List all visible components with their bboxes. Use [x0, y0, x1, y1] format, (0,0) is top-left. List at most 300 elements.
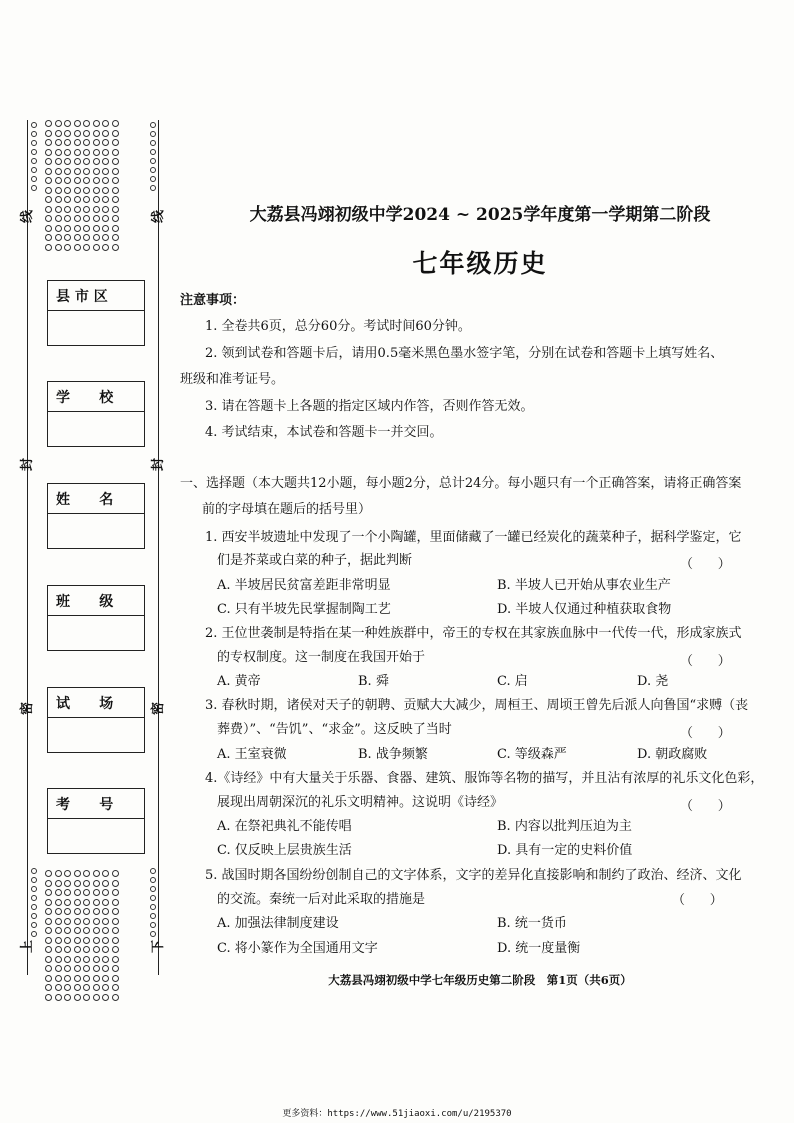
perforation-dot [31, 922, 37, 928]
perforation-dot [45, 206, 52, 213]
question-3-line-1: 3. 春秋时期，诸侯对天子的朝聘、贡赋大大减少，周桓王、周顷王曾先后派人向鲁国“求赙（丧 [205, 698, 749, 713]
answer-blank-3[interactable]: （ ） [680, 726, 731, 741]
perforation-dot [74, 168, 81, 175]
perforation-dot [83, 889, 90, 896]
perforation-dot [64, 956, 71, 963]
perforation-dot [74, 158, 81, 165]
perforation-dot [74, 899, 81, 906]
field-label-name: 姓 名 [48, 484, 144, 514]
perforation-dot [112, 984, 119, 991]
perforation-dot [74, 187, 81, 194]
perforation-dot [93, 139, 100, 146]
perforation-dot [74, 149, 81, 156]
dot-stack-right-bottom [150, 868, 156, 937]
question-2-line-1: 2. 王位世袭制是特指在某一种姓族群中，帝王的专权在其家族血脉中一代传一代，形成家族式 [205, 626, 742, 641]
perforation-dot [102, 937, 109, 944]
perforation-dot [55, 168, 62, 175]
perforation-dot [31, 913, 37, 919]
perforation-dot [83, 984, 90, 991]
perforation-dot [83, 994, 90, 1001]
field-label-number: 考 号 [48, 789, 144, 819]
perforation-dot [45, 168, 52, 175]
perforation-dot [55, 234, 62, 241]
dot-stack-left-bottom [31, 868, 37, 937]
perforation-dot [112, 120, 119, 127]
perforation-dot [55, 946, 62, 953]
perforation-dot [93, 975, 100, 982]
perforation-dot [83, 168, 90, 175]
perforation-dot [83, 956, 90, 963]
perforation-dot [102, 196, 109, 203]
perforation-dot [112, 244, 119, 251]
perforation-dot [45, 130, 52, 137]
perforation-dot [74, 965, 81, 972]
perforation-dot [45, 234, 52, 241]
answer-blank-4[interactable]: （ ） [680, 799, 731, 814]
field-label-class: 班 级 [48, 586, 144, 616]
note-item: 3. 请在答题卡上各题的指定区域内作答，否则作答无效。 [205, 399, 534, 414]
perforation-dot [64, 984, 71, 991]
perforation-dot [31, 176, 37, 182]
perforation-dot [83, 244, 90, 251]
perforation-dot [64, 196, 71, 203]
dot-stack-right-top [150, 122, 156, 191]
perforation-dot [102, 244, 109, 251]
q1-option-b: B. 半坡人已开始从事农业生产 [497, 578, 671, 593]
perforation-dot [64, 880, 71, 887]
perforation-dot [64, 177, 71, 184]
field-box-county[interactable] [47, 280, 145, 346]
perforation-dot [102, 908, 109, 915]
answer-blank-2[interactable]: （ ） [680, 654, 731, 669]
perforation-dot [64, 168, 71, 175]
perforation-dot [93, 984, 100, 991]
perforation-dot [31, 931, 37, 937]
perforation-dot [74, 937, 81, 944]
side-char-right-2: 封 [151, 457, 167, 472]
note-item: 2. 领到试卷和答题卡后，请用0.5毫米黑色墨水签字笔，分别在试卷和答题卡上填写姓名、 [205, 346, 724, 361]
side-char-left-4: 上 [20, 939, 36, 954]
q4-option-d: D. 具有一定的史料价值 [497, 843, 633, 858]
q3-option-c: C. 等级森严 [497, 747, 567, 762]
perforation-dot [64, 244, 71, 251]
perforation-dot [102, 168, 109, 175]
perforation-dot [31, 886, 37, 892]
perforation-dot [150, 122, 156, 128]
perforation-dot [74, 139, 81, 146]
perforation-dot [150, 877, 156, 883]
perforation-dot [64, 899, 71, 906]
subject-title: 七年级历史 [412, 249, 548, 278]
perforation-dot [93, 908, 100, 915]
perforation-dot [112, 149, 119, 156]
q5-option-a: A. 加强法律制度建设 [217, 916, 339, 931]
perforation-dot [45, 908, 52, 915]
note-item: 班级和准考证号。 [180, 372, 285, 387]
perforation-dot [112, 908, 119, 915]
perforation-dot [150, 868, 156, 874]
perforation-dot [112, 965, 119, 972]
perforation-dot [83, 937, 90, 944]
section-heading-cont: 前的字母填在题后的括号里） [202, 502, 372, 517]
perforation-dot [55, 899, 62, 906]
perforation-dot [74, 234, 81, 241]
perforation-dot [112, 918, 119, 925]
perforation-dot [74, 975, 81, 982]
answer-blank-5[interactable]: （ ） [672, 893, 723, 908]
perforation-dot [83, 975, 90, 982]
question-4-line-1: 4.《诗经》中有大量关于乐器、食器、建筑、服饰等名物的描写，并且沾有浓厚的礼乐文化色彩， [205, 771, 764, 786]
perforation-dot [55, 225, 62, 232]
perforation-dot [45, 187, 52, 194]
perforation-dot [74, 215, 81, 222]
perforation-dot [102, 177, 109, 184]
perforation-dot [64, 120, 71, 127]
perforation-dot [83, 908, 90, 915]
perforation-dot [83, 120, 90, 127]
perforation-dot [64, 149, 71, 156]
perforation-dot [45, 937, 52, 944]
perforation-grid-top [45, 120, 119, 251]
perforation-dot [150, 185, 156, 191]
question-5-line-2: 的交流。秦统一后对此采取的措施是 [217, 892, 426, 907]
perforation-dot [45, 965, 52, 972]
perforation-dot [83, 177, 90, 184]
perforation-dot [64, 234, 71, 241]
perforation-dot [102, 975, 109, 982]
perforation-dot [93, 149, 100, 156]
perforation-dot [150, 131, 156, 137]
q4-option-c: C. 仅反映上层贵族生活 [217, 843, 352, 858]
perforation-dot [83, 225, 90, 232]
perforation-dot [45, 215, 52, 222]
question-4-line-2: 展现出周朝深沉的礼乐文明精神。这说明《诗经》 [217, 795, 504, 810]
perforation-dot [45, 880, 52, 887]
perforation-dot [93, 965, 100, 972]
perforation-dot [93, 994, 100, 1001]
perforation-dot [55, 158, 62, 165]
perforation-dot [112, 994, 119, 1001]
perforation-dot [31, 122, 37, 128]
perforation-dot [93, 956, 100, 963]
perforation-dot [64, 158, 71, 165]
perforation-dot [83, 187, 90, 194]
perforation-dot [102, 149, 109, 156]
perforation-dot [64, 937, 71, 944]
perforation-dot [64, 130, 71, 137]
question-1-line-2: 们是芥菜或白菜的种子，据此判断 [217, 553, 413, 568]
perforation-dot [83, 927, 90, 934]
perforation-dot [31, 904, 37, 910]
q4-option-b: B. 内容以批判压迫为主 [497, 819, 632, 834]
perforation-dot [55, 870, 62, 877]
perforation-dot [45, 158, 52, 165]
perforation-dot [112, 234, 119, 241]
perforation-dot [150, 149, 156, 155]
field-box-name[interactable] [47, 483, 145, 549]
field-label-school: 学 校 [48, 382, 144, 412]
perforation-dot [31, 895, 37, 901]
perforation-dot [64, 870, 71, 877]
perforation-dot [112, 225, 119, 232]
perforation-dot [64, 139, 71, 146]
perforation-dot [45, 918, 52, 925]
perforation-dot [102, 880, 109, 887]
perforation-dot [93, 130, 100, 137]
perforation-dot [102, 984, 109, 991]
perforation-dot [74, 994, 81, 1001]
perforation-dot [64, 908, 71, 915]
perforation-dot [45, 984, 52, 991]
q2-option-c: C. 启 [497, 674, 528, 689]
perforation-dot [74, 946, 81, 953]
q5-option-c: C. 将小篆作为全国通用文字 [217, 941, 378, 956]
perforation-dot [150, 176, 156, 182]
perforation-dot [102, 120, 109, 127]
perforation-dot [93, 899, 100, 906]
perforation-dot [55, 880, 62, 887]
perforation-dot [45, 994, 52, 1001]
perforation-dot [102, 187, 109, 194]
side-char-left-3: 密 [20, 701, 36, 716]
perforation-dot [31, 868, 37, 874]
perforation-dot [64, 946, 71, 953]
perforation-dot [74, 120, 81, 127]
perforation-dot [83, 130, 90, 137]
q3-option-b: B. 战争频繁 [358, 747, 428, 762]
perforation-dot [74, 984, 81, 991]
perforation-dot [112, 215, 119, 222]
question-5-line-1: 5. 战国时期各国纷纷创制自己的文字体系，文字的差异化直接影响和制约了政治、经济、文化 [205, 868, 742, 883]
perforation-dot [93, 168, 100, 175]
q2-option-d: D. 尧 [637, 674, 669, 689]
perforation-dot [64, 215, 71, 222]
question-2-line-2: 的专权制度。这一制度在我国开始于 [217, 650, 426, 665]
perforation-dot [93, 196, 100, 203]
perforation-dot [55, 927, 62, 934]
dot-stack-left-top [31, 122, 37, 191]
perforation-dot [112, 956, 119, 963]
perforation-dot [45, 149, 52, 156]
perforation-dot [83, 899, 90, 906]
perforation-dot [45, 956, 52, 963]
perforation-dot [150, 922, 156, 928]
perforation-dot [83, 196, 90, 203]
perforation-dot [112, 187, 119, 194]
perforation-dot [74, 870, 81, 877]
perforation-dot [31, 131, 37, 137]
perforation-dot [55, 177, 62, 184]
perforation-dot [112, 937, 119, 944]
perforation-dot [150, 158, 156, 164]
perforation-dot [64, 225, 71, 232]
perforation-dot [102, 130, 109, 137]
perforation-dot [55, 196, 62, 203]
perforation-dot [93, 177, 100, 184]
perforation-dot [83, 870, 90, 877]
side-char-right-4: 下 [151, 939, 167, 954]
q2-option-a: A. 黄帝 [217, 674, 261, 689]
perforation-dot [64, 187, 71, 194]
perforation-dot [112, 870, 119, 877]
q4-option-a: A. 在祭祀典礼不能传唱 [217, 819, 352, 834]
field-box-number[interactable] [47, 788, 145, 854]
perforation-dot [74, 177, 81, 184]
perforation-dot [45, 899, 52, 906]
perforation-dot [83, 139, 90, 146]
perforation-dot [64, 927, 71, 934]
question-1-line-1: 1. 西安半坡遗址中发现了一个小陶罐，里面储藏了一罐已经炭化的蔬菜种子，据科学鉴定，它 [205, 530, 742, 545]
perforation-dot [55, 130, 62, 137]
perforation-dot [93, 880, 100, 887]
perforation-dot [83, 965, 90, 972]
perforation-dot [74, 206, 81, 213]
perforation-dot [83, 158, 90, 165]
perforation-dot [45, 927, 52, 934]
perforation-dot [83, 880, 90, 887]
perforation-dot [93, 187, 100, 194]
perforation-dot [150, 140, 156, 146]
perforation-dot [102, 899, 109, 906]
perforation-grid-bottom [45, 870, 119, 1001]
perforation-dot [45, 225, 52, 232]
perforation-dot [45, 177, 52, 184]
perforation-dot [74, 927, 81, 934]
perforation-dot [150, 913, 156, 919]
perforation-dot [112, 975, 119, 982]
perforation-dot [93, 937, 100, 944]
perforation-dot [55, 889, 62, 896]
q3-option-d: D. 朝政腐败 [637, 747, 708, 762]
perforation-dot [45, 139, 52, 146]
perforation-dot [74, 880, 81, 887]
perforation-dot [55, 975, 62, 982]
perforation-dot [83, 215, 90, 222]
q3-option-a: A. 王室衰微 [217, 747, 287, 762]
page-footer: 大荔县冯翊初级中学七年级历史第二阶段 第1页（共6页） [328, 973, 632, 987]
perforation-dot [93, 158, 100, 165]
perforation-dot [93, 918, 100, 925]
perforation-dot [102, 870, 109, 877]
perforation-dot [93, 234, 100, 241]
field-box-school[interactable] [47, 381, 145, 447]
perforation-dot [102, 927, 109, 934]
perforation-dot [112, 880, 119, 887]
q1-option-c: C. 只有半坡先民掌握制陶工艺 [217, 602, 391, 617]
section-heading: 一、选择题（本大题共12小题，每小题2分，总计24分。每小题只有一个正确答案，请将正确答案 [180, 476, 742, 491]
perforation-dot [55, 984, 62, 991]
perforation-dot [55, 187, 62, 194]
perforation-dot [45, 946, 52, 953]
perforation-dot [102, 139, 109, 146]
perforation-dot [150, 931, 156, 937]
perforation-dot [55, 994, 62, 1001]
perforation-dot [93, 927, 100, 934]
perforation-dot [112, 177, 119, 184]
perforation-dot [83, 918, 90, 925]
answer-blank-1[interactable]: （ ） [680, 557, 731, 572]
perforation-dot [45, 889, 52, 896]
side-char-left-2: 封 [20, 457, 36, 472]
perforation-dot [31, 140, 37, 146]
side-char-right-3: 密 [151, 701, 167, 716]
perforation-dot [102, 225, 109, 232]
perforation-dot [93, 244, 100, 251]
perforation-dot [112, 139, 119, 146]
perforation-dot [102, 918, 109, 925]
perforation-dot [55, 244, 62, 251]
perforation-dot [64, 994, 71, 1001]
perforation-dot [45, 120, 52, 127]
perforation-dot [112, 946, 119, 953]
perforation-dot [31, 158, 37, 164]
perforation-dot [64, 918, 71, 925]
perforation-dot [102, 206, 109, 213]
perforation-dot [64, 889, 71, 896]
perforation-dot [93, 946, 100, 953]
field-box-class[interactable] [47, 585, 145, 651]
perforation-dot [31, 149, 37, 155]
perforation-dot [93, 215, 100, 222]
perforation-dot [102, 889, 109, 896]
note-item: 4. 考试结束，本试卷和答题卡一并交回。 [205, 425, 443, 440]
q5-option-d: D. 统一度量衡 [497, 941, 581, 956]
perforation-dot [74, 918, 81, 925]
perforation-dot [102, 234, 109, 241]
perforation-dot [55, 139, 62, 146]
perforation-dot [102, 946, 109, 953]
perforation-dot [102, 956, 109, 963]
perforation-dot [55, 965, 62, 972]
perforation-dot [74, 130, 81, 137]
perforation-dot [93, 889, 100, 896]
source-link[interactable]: 更多资料：https://www.51jiaoxi.com/u/2195370 [282, 1109, 512, 1119]
perforation-dot [102, 994, 109, 1001]
perforation-dot [45, 975, 52, 982]
perforation-dot [93, 120, 100, 127]
perforation-dot [102, 965, 109, 972]
perforation-dot [74, 908, 81, 915]
perforation-dot [150, 167, 156, 173]
perforation-dot [64, 206, 71, 213]
perforation-dot [150, 886, 156, 892]
perforation-dot [102, 215, 109, 222]
field-box-room[interactable] [47, 687, 145, 753]
perforation-dot [31, 185, 37, 191]
perforation-dot [112, 899, 119, 906]
perforation-dot [45, 244, 52, 251]
perforation-dot [112, 206, 119, 213]
perforation-dot [55, 120, 62, 127]
perforation-dot [55, 149, 62, 156]
perforation-dot [74, 225, 81, 232]
perforation-dot [102, 158, 109, 165]
binding-line-right [158, 120, 159, 975]
q1-option-d: D. 半坡人仅通过种植获取食物 [497, 602, 672, 617]
note-item: 1. 全卷共6页，总分60分。考试时间60分钟。 [205, 319, 471, 334]
field-label-room: 试 场 [48, 688, 144, 718]
perforation-dot [83, 946, 90, 953]
perforation-dot [83, 149, 90, 156]
side-char-left-1: 线 [20, 209, 36, 224]
perforation-dot [112, 196, 119, 203]
perforation-dot [55, 215, 62, 222]
perforation-dot [83, 234, 90, 241]
perforation-dot [45, 196, 52, 203]
perforation-dot [64, 975, 71, 982]
perforation-dot [45, 870, 52, 877]
binding-line-left [27, 120, 28, 975]
